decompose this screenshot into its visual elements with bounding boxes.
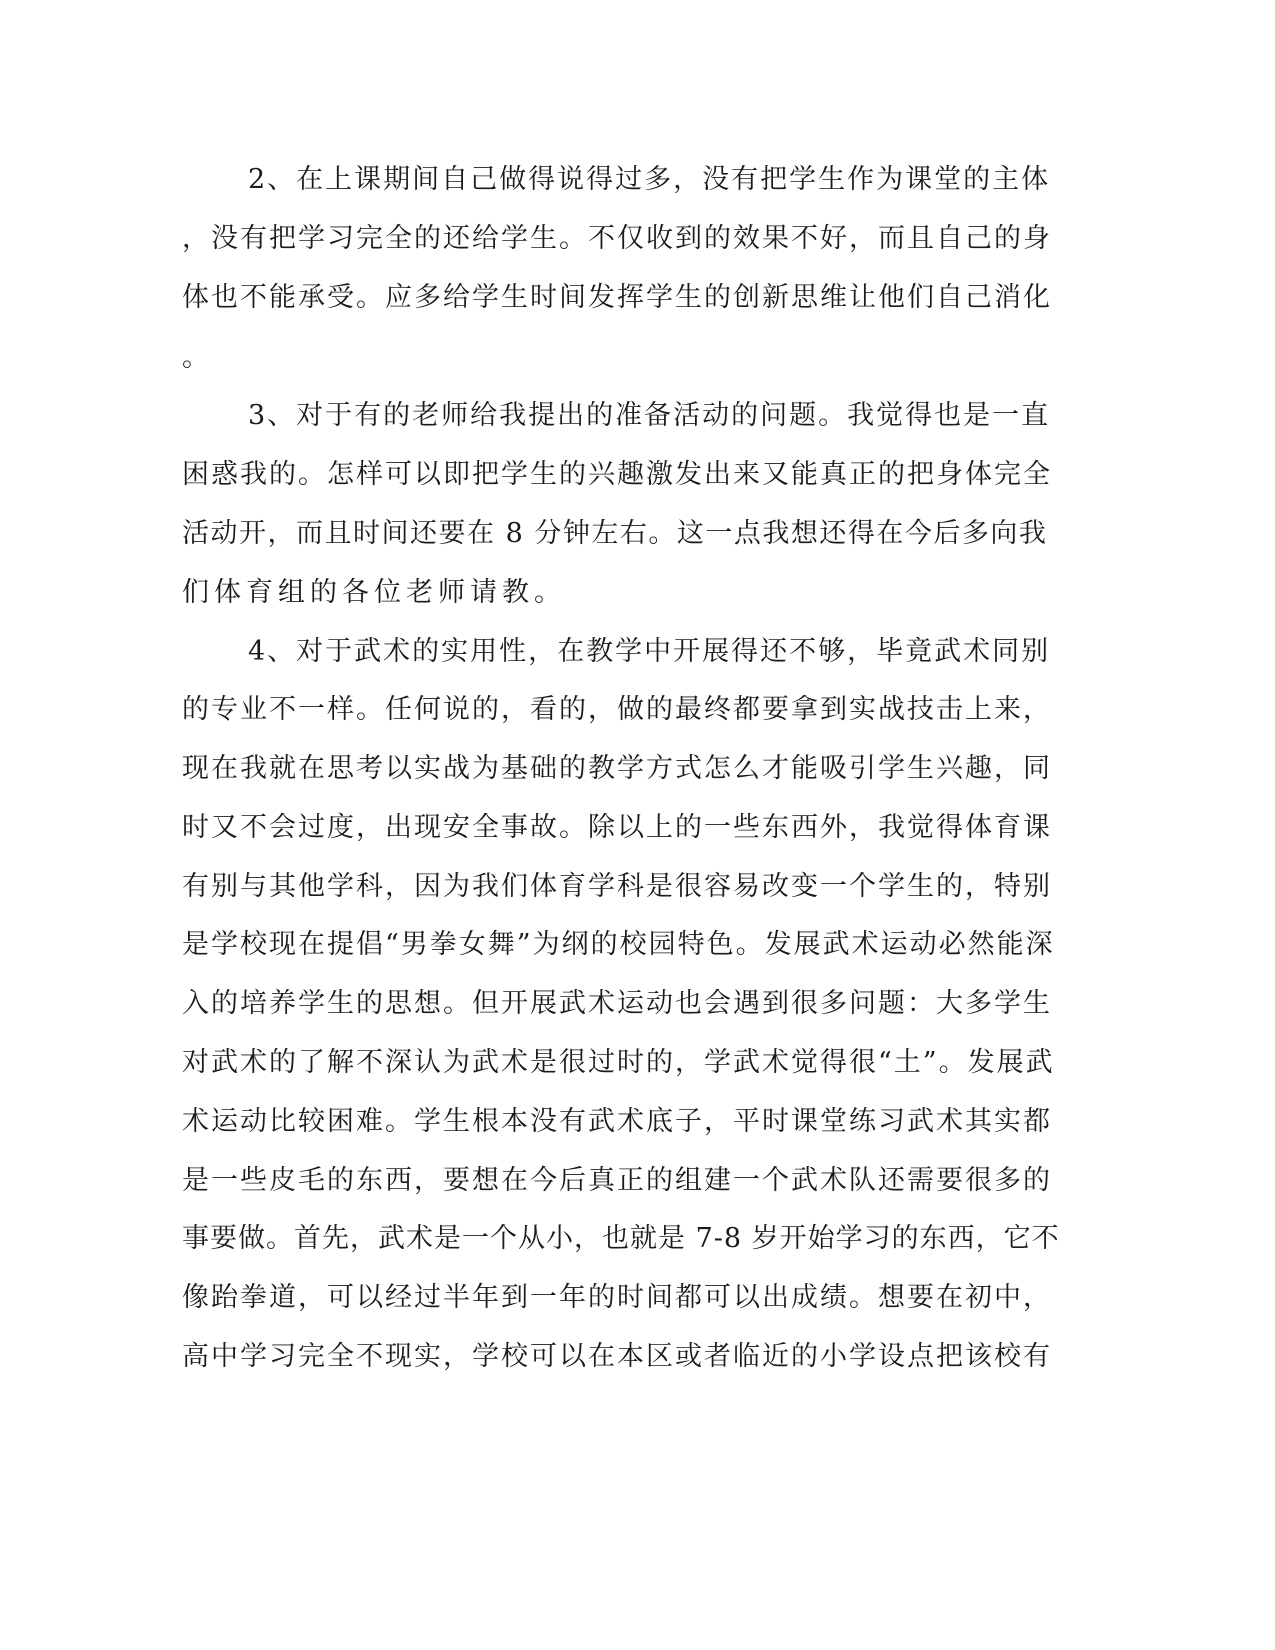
text-line: 现在我就在思考以实战为基础的教学方式怎么才能吸引学生兴趣，同 <box>182 753 1052 784</box>
text-line: 是学校现在提倡“男拳女舞”为纲的校园特色。发展武术运动必然能深 <box>182 929 1055 960</box>
text-line: 像跆拳道，可以经过半年到一年的时间都可以出成绩。想要在初中， <box>182 1282 1052 1313</box>
text-line: 有别与其他学科，因为我们体育学科是很容易改变一个学生的，特别 <box>182 871 1052 902</box>
text-line: 们体育组的各位老师请教。 <box>182 577 566 608</box>
text-line: 4、对于武术的实用性，在教学中开展得还不够，毕竟武术同别 <box>248 636 1051 667</box>
text-line: 是一些皮毛的东西，要想在今后真正的组建一个武术队还需要很多的 <box>182 1165 1052 1196</box>
text-line: 术运动比较困难。学生根本没有武术底子，平时课堂练习武术其实都 <box>182 1106 1052 1137</box>
text-line: 活动开，而且时间还要在 8 分钟左右。这一点我想还得在今后多向我 <box>182 518 1048 549</box>
text-line: 高中学习完全不现实，学校可以在本区或者临近的小学设点把该校有 <box>182 1341 1052 1372</box>
text-line: 3、对于有的老师给我提出的准备活动的问题。我觉得也是一直 <box>248 400 1051 431</box>
text-line: 困惑我的。怎样可以即把学生的兴趣激发出来又能真正的把身体完全 <box>182 459 1052 490</box>
text-line: ，没有把学习完全的还给学生。不仅收到的效果不好，而且自己的身 <box>182 223 1052 254</box>
text-line: 对武术的了解不深认为武术是很过时的，学武术觉得很“土”。发展武 <box>182 1047 1055 1078</box>
text-line: 。 <box>182 342 214 373</box>
text-line: 时又不会过度，出现安全事故。除以上的一些东西外，我觉得体育课 <box>182 812 1052 843</box>
text-line: 体也不能承受。应多给学生时间发挥学生的创新思维让他们自己消化 <box>182 282 1052 313</box>
text-line: 2、在上课期间自己做得说得过多，没有把学生作为课堂的主体 <box>248 164 1051 195</box>
text-line: 的专业不一样。任何说的，看的，做的最终都要拿到实战技击上来， <box>182 694 1052 725</box>
text-line: 事要做。首先，武术是一个从小，也就是 7-8 岁开始学习的东西，它不 <box>182 1223 1060 1254</box>
text-line: 入的培养学生的思想。但开展武术运动也会遇到很多问题：大多学生 <box>182 988 1052 1019</box>
